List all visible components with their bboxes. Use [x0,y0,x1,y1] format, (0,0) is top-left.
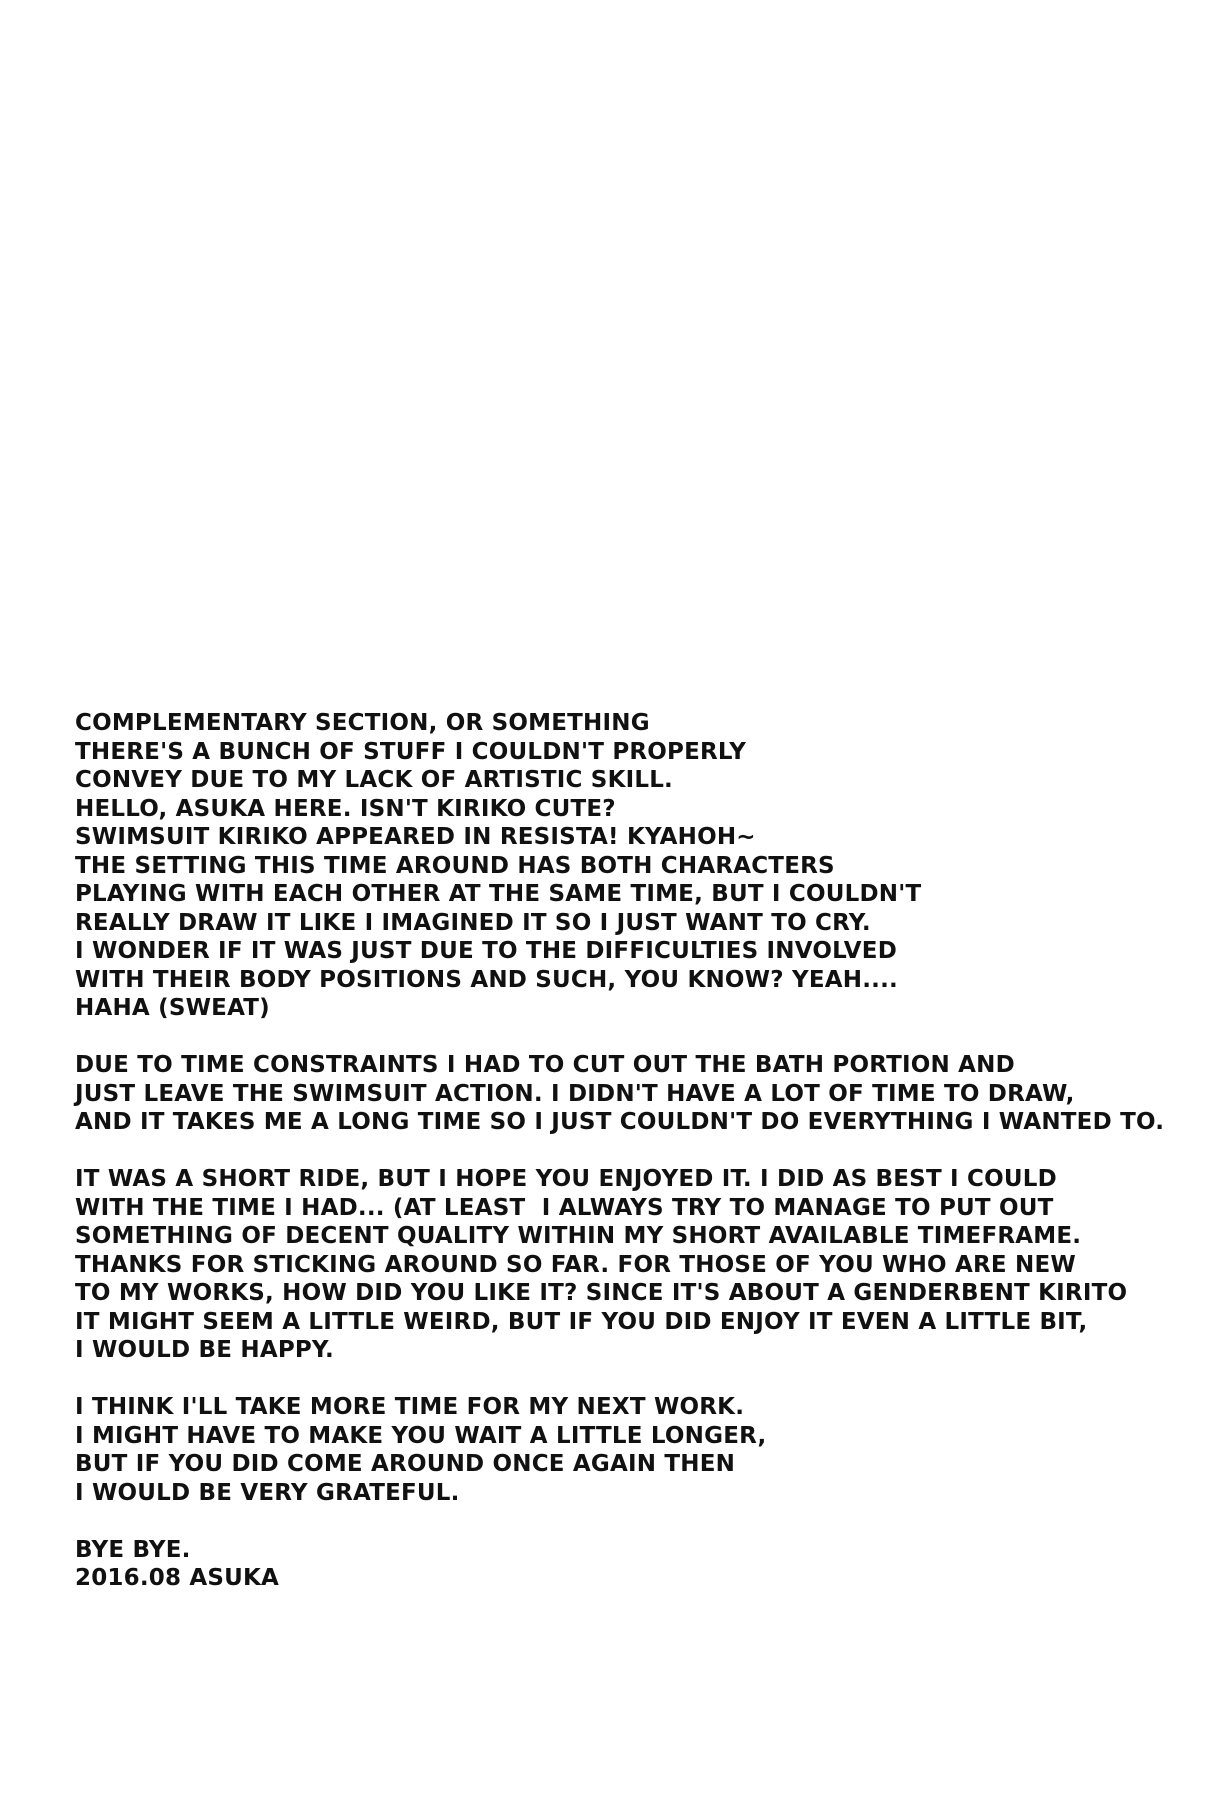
text-line: HELLO, ASUKA HERE. ISN'T KIRIKO CUTE? [75,795,616,822]
text-line: I WOULD BE HAPPY. [75,1337,334,1363]
text-line: HAHA (SWEAT) [75,995,270,1021]
text-line: WITH THE TIME I HAD... (AT LEAST I ALWAYS TRY TO MANAGE TO PUT OUT [75,1194,1054,1221]
text-line: WITH THEIR BODY POSITIONS AND SUCH, YOU KNOW? YEAH.... [75,966,898,993]
paragraph-time-constraints [75,1051,1185,1137]
text-line: AND IT TAKES ME A LONG TIME SO I JUST COULDN'T DO EVERYTHING I WANTED TO. [75,1109,1165,1135]
farewell-text: BYE BYE. [75,1536,191,1563]
signoff [75,1536,1185,1593]
text-line: THERE'S A BUNCH OF STUFF I COULDN'T PROPERLY [75,738,747,765]
text-line: I WONDER IF IT WAS JUST DUE TO THE DIFFICULTIES INVOLVED [75,938,897,964]
text-line: IT WAS A SHORT RIDE, BUT I HOPE YOU ENJOYED IT. I DID AS BEST I COULD [75,1166,1057,1192]
text-line: I THINK I'LL TAKE MORE TIME FOR MY NEXT WORK. [75,1394,745,1420]
text-line: BUT IF YOU DID COME AROUND ONCE AGAIN THEN [75,1451,736,1477]
text-line: COMPLEMENTARY SECTION, OR SOMETHING [75,710,650,736]
text-line: DUE TO TIME CONSTRAINTS I HAD TO CUT OUT THE BATH PORTION AND [75,1052,1015,1078]
text-line: I WOULD BE VERY GRATEFUL. [75,1479,460,1506]
text-line: IT MIGHT SEEM A LITTLE WEIRD, BUT IF YOU DID ENJOY IT EVEN A LITTLE BIT, [75,1308,1088,1335]
text-line: JUST LEAVE THE SWIMSUIT ACTION. I DIDN'T HAVE A LOT OF TIME TO DRAW, [75,1080,1075,1107]
text-line: SWIMSUIT KIRIKO APPEARED IN RESISTA! KYAHOH~ [75,824,756,850]
paragraph-thanks [75,1165,1185,1365]
text-line: TO MY WORKS, HOW DID YOU LIKE IT? SINCE IT'S ABOUT A GENDERBENT KIRITO [75,1280,1128,1306]
text-line: I MIGHT HAVE TO MAKE YOU WAIT A LITTLE LONGER, [75,1422,767,1449]
afterword-text [75,709,1185,1593]
text-line: CONVEY DUE TO MY LACK OF ARTISTIC SKILL. [75,767,673,793]
paragraph-intro [75,709,1185,1023]
text-line: REALLY DRAW IT LIKE I IMAGINED IT SO I JUST WANT TO CRY. [75,909,871,936]
text-line: SOMETHING OF DECENT QUALITY WITHIN MY SHORT AVAILABLE TIMEFRAME. [75,1223,1082,1249]
text-line: THE SETTING THIS TIME AROUND HAS BOTH CHARACTERS [75,852,835,879]
text-line: PLAYING WITH EACH OTHER AT THE SAME TIME, BUT I COULDN'T [75,881,922,907]
date-author-text: 2016.08 ASUKA [75,1565,280,1591]
paragraph-next-work [75,1393,1185,1507]
text-line: THANKS FOR STICKING AROUND SO FAR. FOR THOSE OF YOU WHO ARE NEW [75,1251,1076,1278]
